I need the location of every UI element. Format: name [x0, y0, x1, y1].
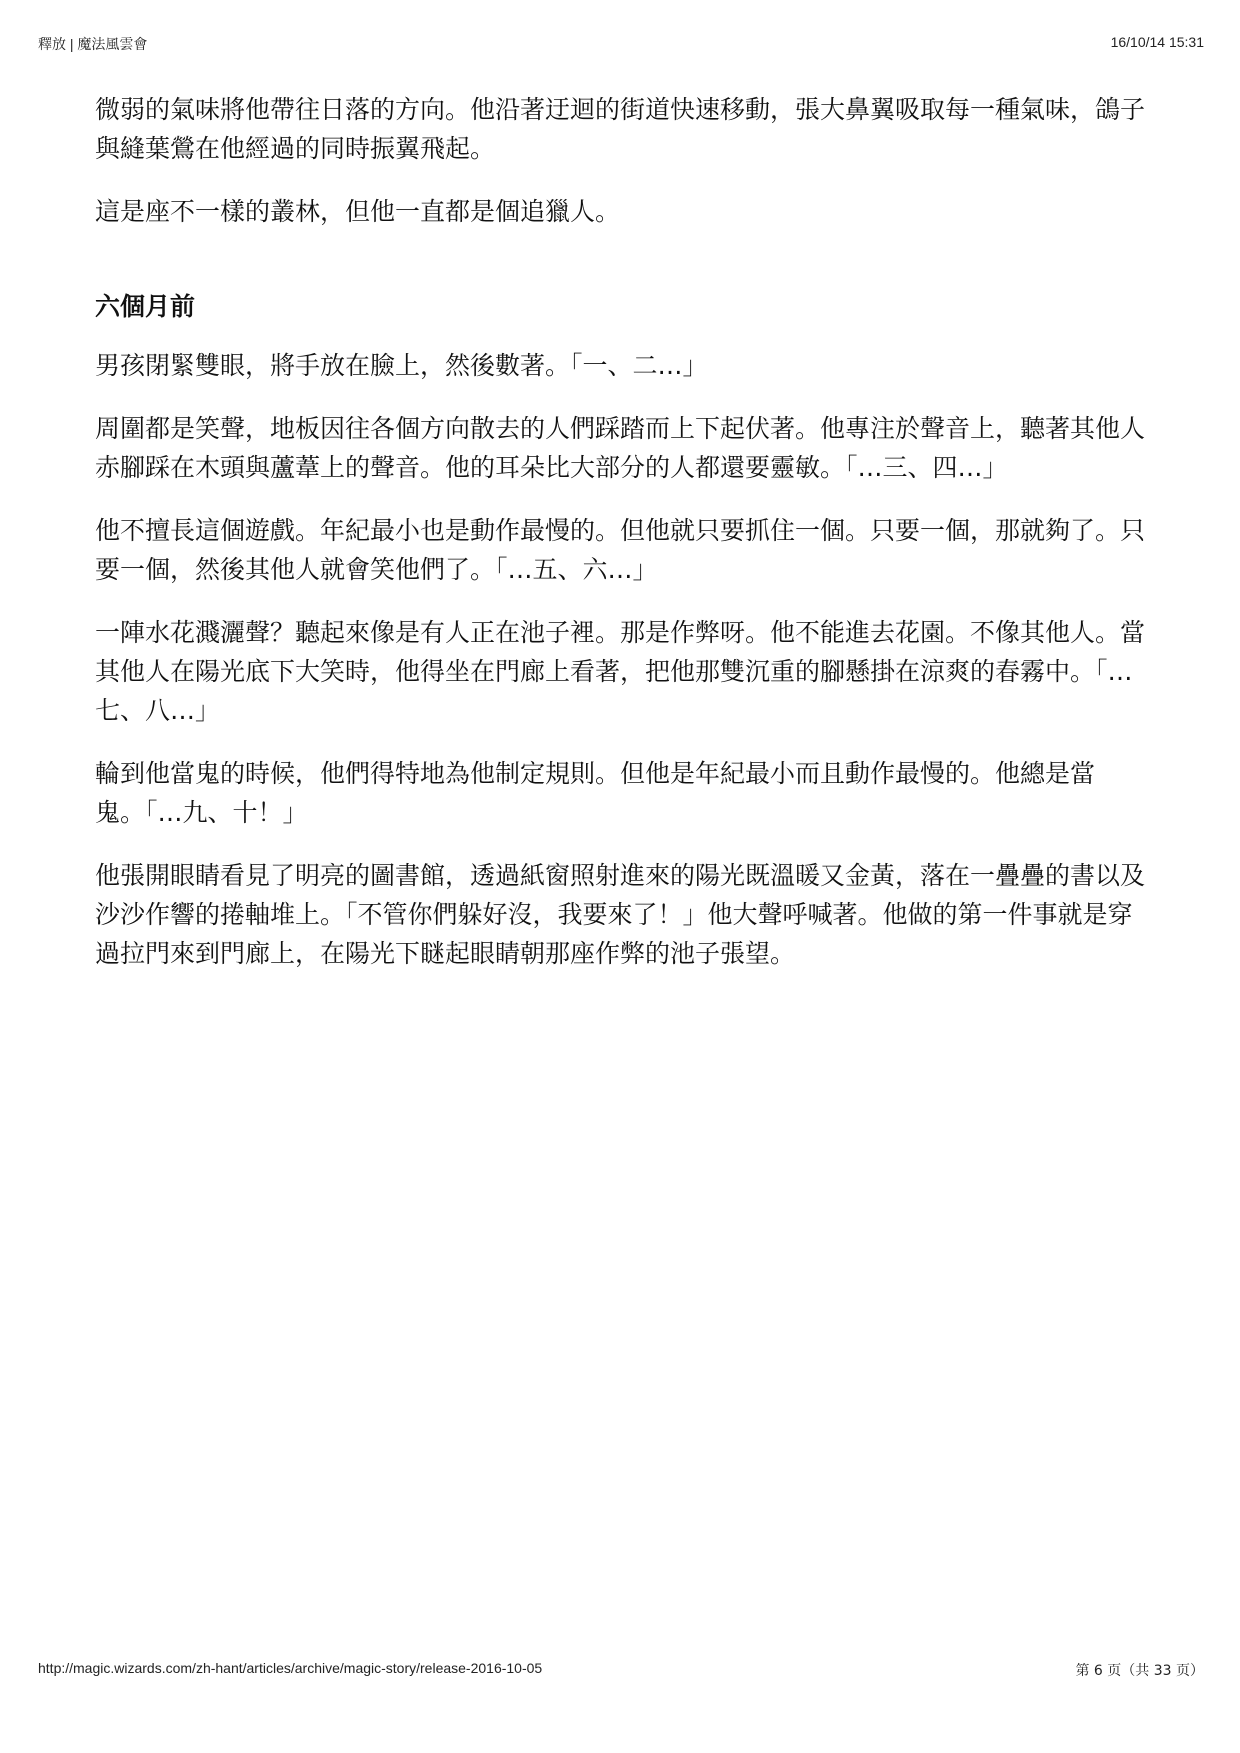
page-header-datetime: 16/10/14 15:31 — [1110, 34, 1204, 50]
article-paragraph: 輪到他當鬼的時候，他們得特地為他制定規則。但他是年紀最小而且動作最慢的。他總是當鬼。「…九、十！」 — [95, 759, 1096, 827]
page-footer-page-indicator: 第 6 页（共 33 页） — [1075, 1663, 1204, 1679]
page-header-title: 釋放 | 魔法風雲會 — [38, 36, 148, 52]
page-footer-url: http://magic.wizards.com/zh-hant/articles/archive/magic-story/release-2016-10-05 — [38, 1660, 543, 1676]
article-body — [95, 90, 1145, 997]
article-paragraph: 一陣水花濺灑聲？聽起來像是有人正在池子裡。那是作弊呀。他不能進去花園。不像其他人。當其他人在陽光底下大笑時，他得坐在門廊上看著，把他那雙沉重的腳懸掛在涼爽的春霧中。「…七、八…」 — [95, 618, 1146, 725]
article-paragraph: 男孩閉緊雙眼，將手放在臉上，然後數著。「一、二…」 — [95, 351, 708, 380]
section-heading: 六個月前 — [95, 292, 196, 321]
article-paragraph: 周圍都是笑聲，地板因往各個方向散去的人們踩踏而上下起伏著。他專注於聲音上，聽著其他人赤腳踩在木頭與蘆葦上的聲音。他的耳朵比大部分的人都還要靈敏。「…三、四…」 — [95, 414, 1146, 482]
article-paragraph: 他不擅長這個遊戲。年紀最小也是動作最慢的。但他就只要抓住一個。只要一個，那就夠了。只要一個，然後其他人就會笑他們了。「…五、六…」 — [95, 516, 1146, 584]
article-paragraph: 微弱的氣味將他帶往日落的方向。他沿著迂迴的街道快速移動，張大鼻翼吸取每一種氣味，鴿子與縫葉鶯在他經過的同時振翼飛起。 — [95, 95, 1146, 163]
article-paragraph: 這是座不一樣的叢林，但他一直都是個追獵人。 — [95, 197, 621, 226]
article-paragraph: 他張開眼睛看見了明亮的圖書館，透過紙窗照射進來的陽光既溫暖又金黃，落在一疊疊的書以及沙沙作響的捲軸堆上。「不管你們躲好沒，我要來了！」他大聲呼喊著。他做的第一件事就是穿過拉門來到門廊上，在陽光下瞇起眼睛朝那座作弊的池子張望。 — [95, 861, 1146, 968]
